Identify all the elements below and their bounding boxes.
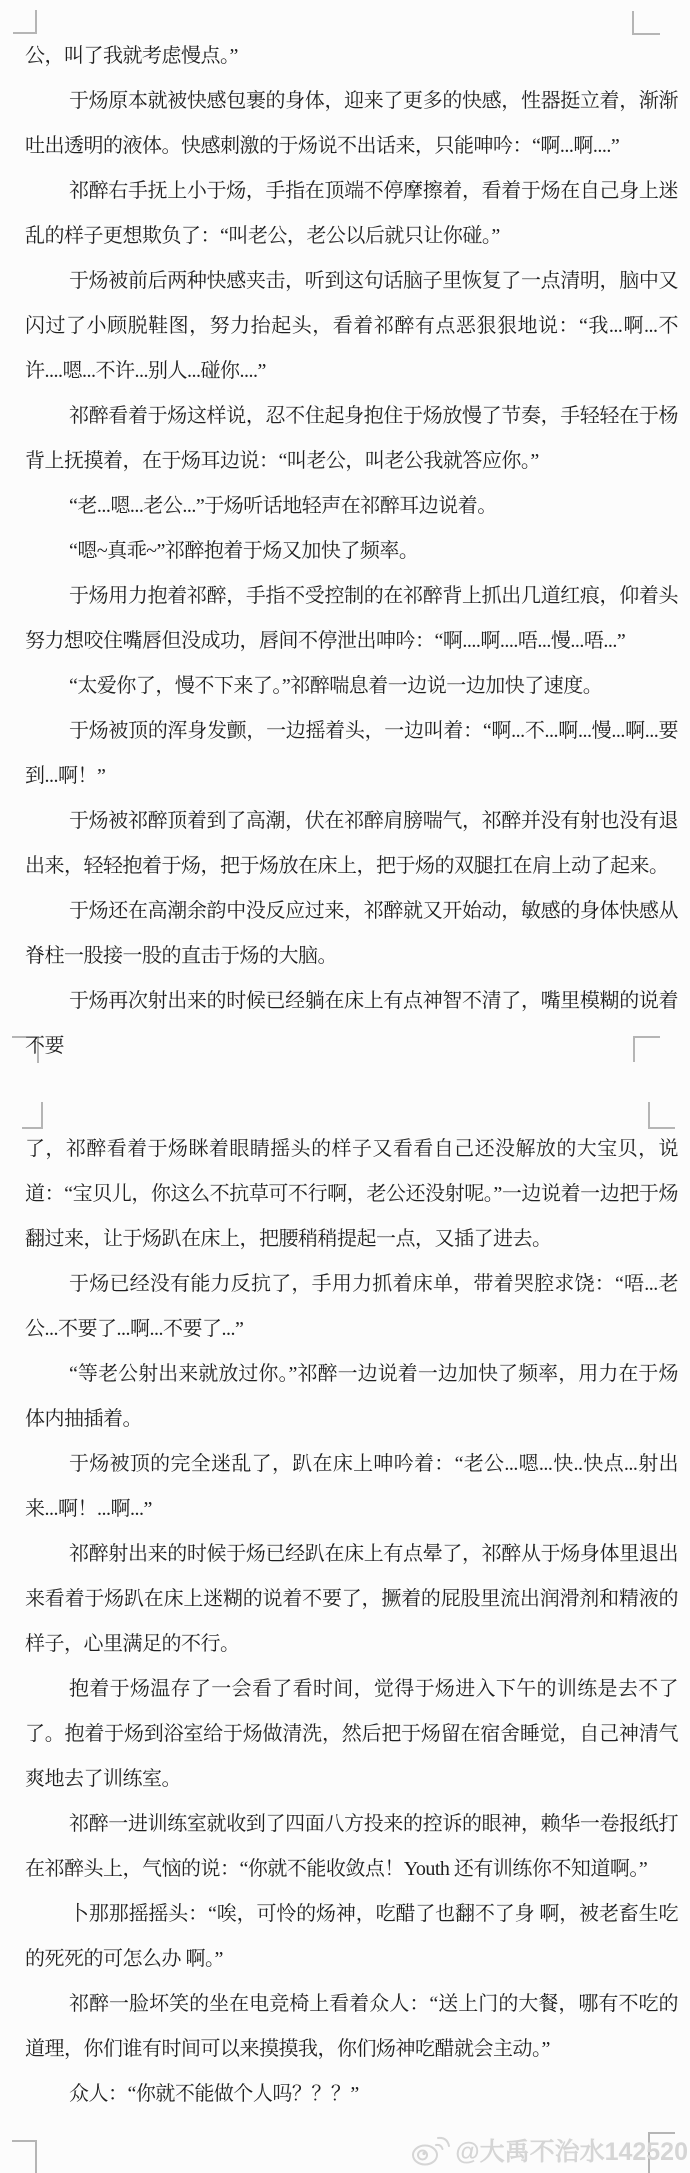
paragraph: 于炀被顶的完全迷乱了，趴在床上呻吟着：“老公...嗯...快..快点...射出来...啊！...啊...” <box>25 1453 678 1520</box>
paragraph: 于炀用力抱着祁醉，手指不受控制的在祁醉背上抓出几道红痕，仰着头努力想咬住嘴唇但没成功，唇间不停泄出呻吟：“啊....啊....唔...慢...唔...” <box>25 585 678 652</box>
paragraph: 于炀还在高潮余韵中没反应过来，祁醉就又开始动，敏感的身体快感从脊柱一股接一股的直击于炀的大脑。 <box>25 900 678 967</box>
crop-mark-bottom-left <box>12 2140 37 2173</box>
paragraph: “太爱你了，慢不下来了。”祁醉喘息着一边说一边加快了速度。 <box>69 675 603 697</box>
paragraph: “老...嗯...老公...”于炀听话地轻声在祁醉耳边说着。 <box>69 495 497 517</box>
paragraph: 公，叫了我就考虑慢点。” <box>25 45 238 67</box>
page-1-text <box>25 34 678 1069</box>
paragraph: 于炀已经没有能力反抗了，手用力抓着床单，带着哭腔求饶：“唔...老公...不要了...啊...不要了...” <box>25 1273 678 1340</box>
paragraph: “等老公射出来就放过你。”祁醉一边说着一边加快了频率，用力在于炀体内抽插着。 <box>25 1363 678 1430</box>
page-2-text <box>25 1127 678 2117</box>
paragraph: 于炀再次射出来的时候已经躺在床上有点神智不清了，嘴里模糊的说着不要 <box>25 990 678 1057</box>
watermark-text: @大禹不治水142520 <box>455 2138 688 2166</box>
paragraph: 祁醉看着于炀这样说，忍不住起身抱住于炀放慢了节奏，手轻轻在于杨背上抚摸着，在于炀耳边说：“叫老公，叫老公我就答应你。” <box>25 405 678 472</box>
crop-mark-top-right <box>632 11 660 35</box>
watermark <box>410 2132 688 2168</box>
paragraph: 于炀被顶的浑身发颤，一边摇着头，一边叫着：“啊...不...啊...慢...啊...要到...啊！” <box>25 720 678 787</box>
paragraph: 祁醉一进训练室就收到了四面八方投来的控诉的眼神，赖华一卷报纸打在祁醉头上，气恼的说：“你就不能收敛点！Youth 还有训练你不知道啊。” <box>25 1813 678 1880</box>
paragraph: 了，祁醉看着于炀眯着眼睛摇头的样子又看看自己还没解放的大宝贝，说道：“宝贝儿，你这么不抗草可不行啊，老公还没射呢。”一边说着一边把于炀翻过来，让于炀趴在床上，把腰稍稍提起一点，又插了进去。 <box>25 1138 678 1250</box>
paragraph: 于炀被祁醉顶着到了高潮，伏在祁醉肩膀喘气，祁醉并没有射也没有退出来，轻轻抱着于炀，把于炀放在床上，把于炀的双腿扛在肩上动了起来。 <box>25 810 678 877</box>
crop-mark-top-right <box>648 1102 675 1129</box>
paragraph: 祁醉一脸坏笑的坐在电竞椅上看着众人：“送上门的大餐，哪有不吃的道理，你们谁有时间可以来摸摸我，你们炀神吃醋就会主动。” <box>25 1993 678 2060</box>
paragraph: 于炀原本就被快感包裹的身体，迎来了更多的快感，性器挺立着，渐渐吐出透明的液体。快感刺激的于炀说不出话来，只能呻吟：“啊...啊....” <box>25 90 678 157</box>
page-2 <box>0 1070 690 2173</box>
paragraph: “嗯~真乖~”祁醉抱着于炀又加快了频率。 <box>69 540 419 562</box>
paragraph: 抱着于炀温存了一会看了看时间，觉得于炀进入下午的训练是去不了了。抱着于炀到浴室给于炀做清洗，然后把于炀留在宿舍睡觉，自己神清气爽地去了训练室。 <box>25 1678 678 1790</box>
crop-mark-top-left <box>13 10 37 34</box>
crop-mark-top-left <box>22 1102 43 1129</box>
paragraph: 于炀被前后两种快感夹击，听到这句话脑子里恢复了一点清明，脑中又闪过了小顾脱鞋图，努力抬起头，看着祁醉有点恶狠狠地说：“我...啊...不许....嗯...不许...别人...碰你....” <box>25 270 678 382</box>
paragraph: 众人：“你就不能做个人吗？？？” <box>69 2083 359 2105</box>
paragraph: 祁醉右手抚上小于炀，手指在顶端不停摩擦着，看着于炀在自己身上迷乱的样子更想欺负了：“叫老公，老公以后就只让你碰。” <box>25 180 678 247</box>
weibo-icon <box>410 2133 450 2167</box>
page-1 <box>0 0 690 1070</box>
paragraph: 卜那那摇摇头：“唉，可怜的炀神，吃醋了也翻不了身 啊，被老畜生吃的死死的可怎么办 啊。” <box>25 1903 678 1970</box>
paragraph: 祁醉射出来的时候于炀已经趴在床上有点晕了，祁醉从于炀身体里退出来看着于炀趴在床上迷糊的说着不要了，撅着的屁股里流出润滑剂和精液的样子，心里满足的不行。 <box>25 1543 678 1655</box>
